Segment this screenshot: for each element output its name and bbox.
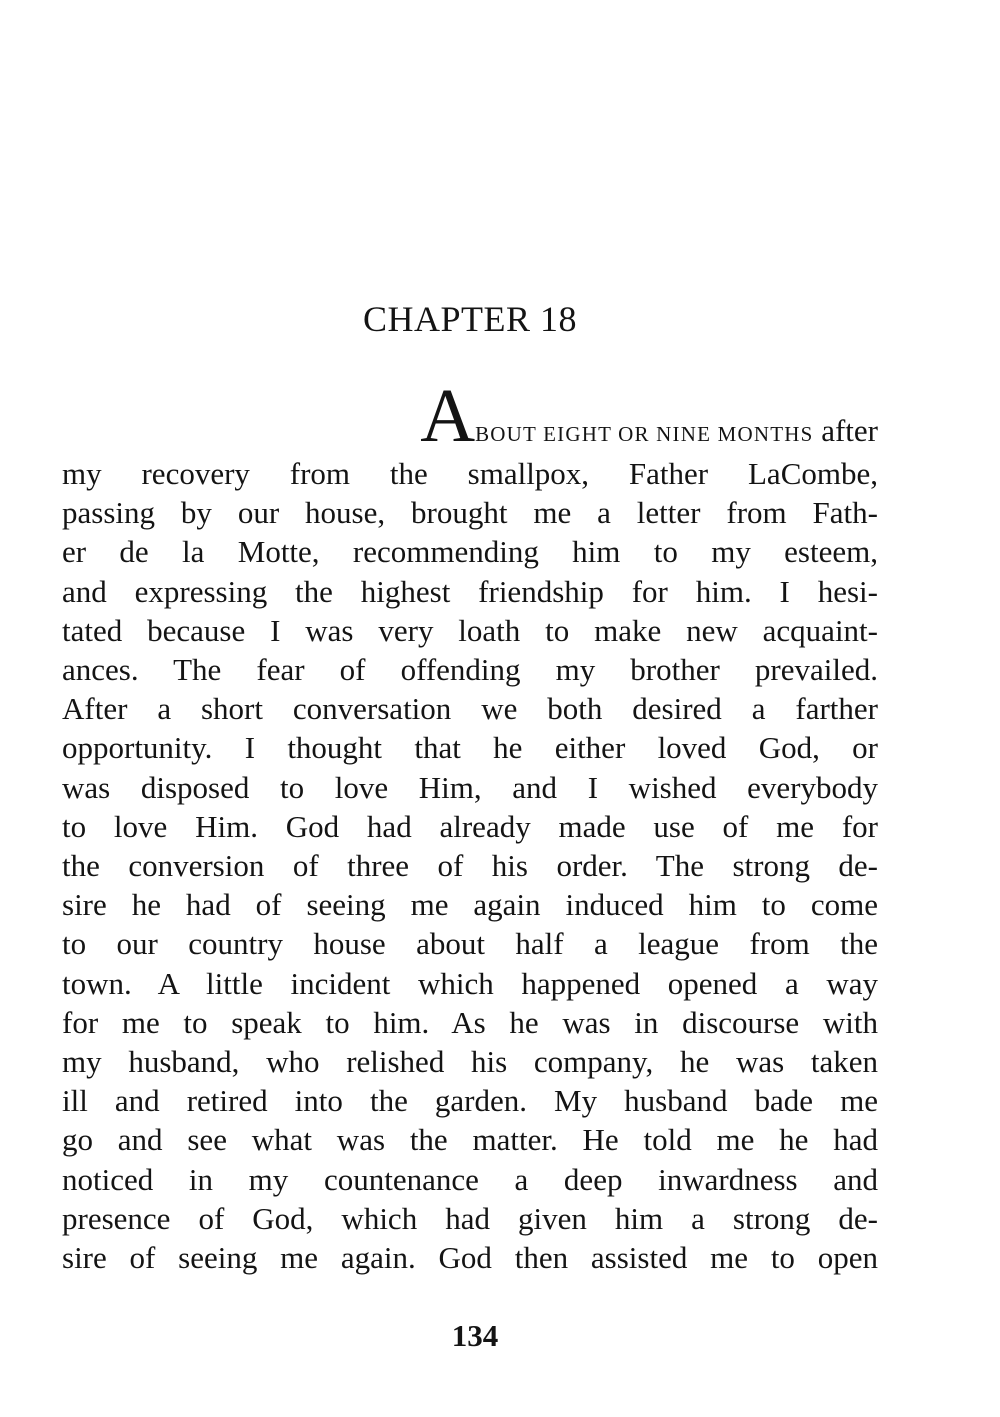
text-line: tated because I was very loath to make new acquaint- (62, 612, 878, 648)
text-line: presence of God, which had given him a strong de- (62, 1200, 878, 1236)
text-line: sire of seeing me again. God then assisted me to open (62, 1240, 878, 1276)
drop-cap: A (420, 374, 476, 458)
text-line: ances. The fear of offending my brother prevailed. (62, 652, 878, 688)
text-line: was disposed to love Him, and I wished everybody (62, 769, 878, 805)
chapter-title: CHAPTER 18 (362, 299, 578, 339)
text-line: my recovery from the smallpox, Father LaCombe, (62, 456, 878, 491)
opening-line (62, 374, 878, 458)
text-line: go and see what was the matter. He told me he had (62, 1122, 878, 1158)
text-line: passing by our house, brought me a letter from Fath- (62, 495, 878, 531)
text-line: sire he had of seeing me again induced him to come (62, 887, 878, 923)
text-line: town. A little incident which happened opened a way (62, 965, 878, 1001)
text-line: noticed in my countenance a deep inwardness and (62, 1161, 878, 1197)
opening-smallcaps: BOUT EIGHT OR NINE MONTHS (475, 422, 814, 446)
opening-rest: after (821, 413, 878, 448)
text-line: and expressing the highest friendship for him. I hesi- (62, 573, 878, 609)
text-line: to love Him. God had already made use of me for (62, 808, 878, 844)
text-line: to our country house about half a league from the (62, 926, 878, 962)
text-line: my husband, who relished his company, he was taken (62, 1044, 878, 1080)
text-line: for me to speak to him. As he was in discourse with (62, 1004, 878, 1040)
page-number: 134 (451, 1318, 499, 1353)
text-line: ill and retired into the garden. My husband bade me (62, 1083, 878, 1119)
body-text (62, 374, 878, 1277)
text-line: er de la Motte, recommending him to my esteem, (62, 534, 878, 570)
text-line: After a short conversation we both desired a farther (62, 691, 878, 727)
text-line: the conversion of three of his order. The strong de- (62, 848, 878, 884)
text-line: opportunity. I thought that he either loved God, or (62, 730, 878, 766)
